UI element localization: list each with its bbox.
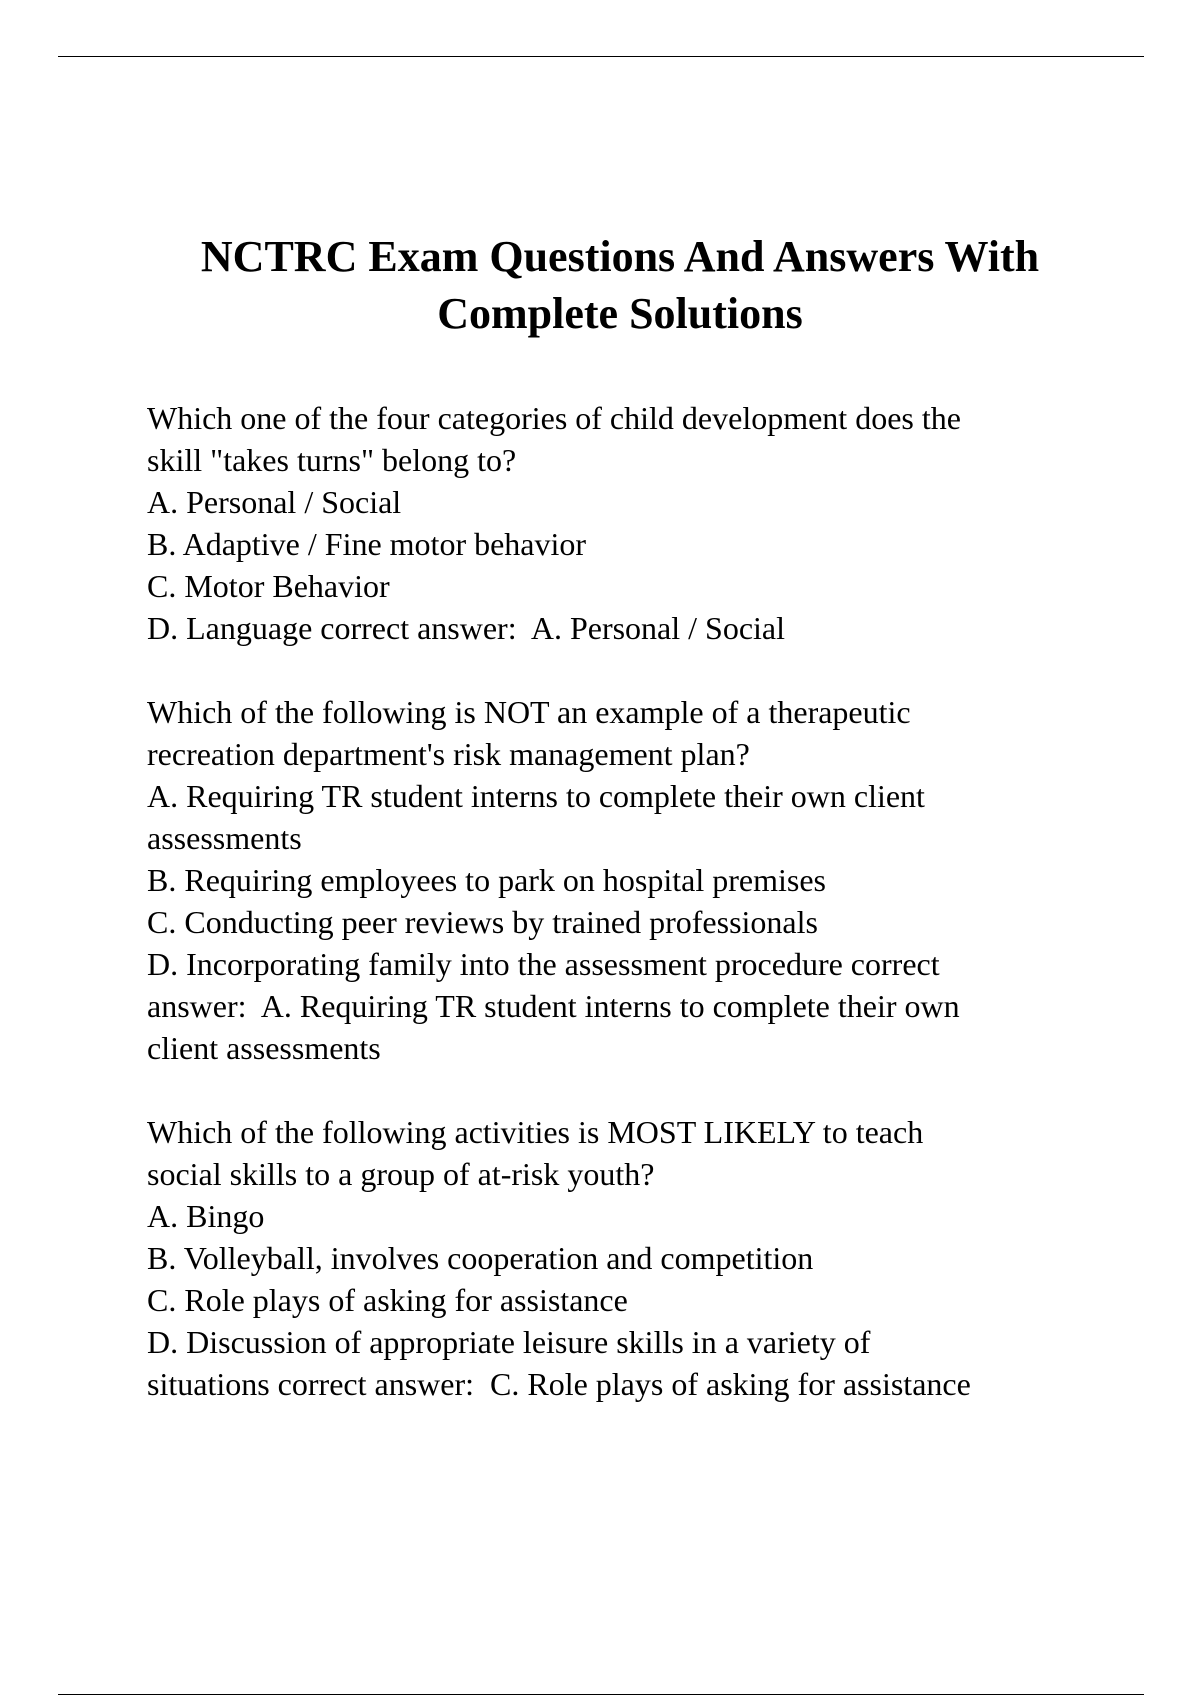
answer-option: D. Discussion of appropriate leisure skills in a variety of bbox=[147, 1324, 871, 1360]
answer-option: B. Volleyball, involves cooperation and competition bbox=[147, 1240, 814, 1276]
answer-option: C. Role plays of asking for assistance bbox=[147, 1282, 628, 1318]
question-text: Which one of the four categories of child development does the bbox=[147, 400, 961, 436]
answer-option: C. Conducting peer reviews by trained professionals bbox=[147, 904, 818, 940]
question-block-3 bbox=[147, 1111, 1107, 1405]
question-block-2 bbox=[147, 691, 1107, 1069]
answer-option: D. Incorporating family into the assessment procedure correct bbox=[147, 946, 940, 982]
correct-answer: answer: A. Requiring TR student interns to complete their own bbox=[147, 988, 960, 1024]
question-block-1 bbox=[147, 397, 1107, 649]
header-rule bbox=[58, 56, 1144, 57]
document-body bbox=[147, 397, 1107, 1447]
correct-answer: situations correct answer: C. Role plays of asking for assistance bbox=[147, 1366, 971, 1402]
correct-answer: client assessments bbox=[147, 1030, 381, 1066]
answer-option: A. Bingo bbox=[147, 1198, 265, 1234]
footer-rule bbox=[58, 1694, 1144, 1695]
answer-option: A. Personal / Social bbox=[147, 484, 402, 520]
answer-option: B. Requiring employees to park on hospital premises bbox=[147, 862, 826, 898]
question-text: skill "takes turns" belong to? bbox=[147, 442, 517, 478]
answer-option: C. Motor Behavior bbox=[147, 568, 390, 604]
question-text: social skills to a group of at-risk youth? bbox=[147, 1156, 655, 1192]
answer-option: assessments bbox=[147, 820, 302, 856]
answer-option: A. Requiring TR student interns to complete their own client bbox=[147, 778, 925, 814]
title-line: Complete Solutions bbox=[437, 289, 803, 338]
answer-option-with-correct-answer: D. Language correct answer: A. Personal / Social bbox=[147, 610, 786, 646]
question-text: recreation department's risk management plan? bbox=[147, 736, 750, 772]
question-text: Which of the following activities is MOST LIKELY to teach bbox=[147, 1114, 924, 1150]
answer-option: B. Adaptive / Fine motor behavior bbox=[147, 526, 587, 562]
title-line: NCTRC Exam Questions And Answers With bbox=[200, 232, 1040, 281]
question-text: Which of the following is NOT an example of a therapeutic bbox=[147, 694, 911, 730]
document-title bbox=[0, 228, 1200, 342]
